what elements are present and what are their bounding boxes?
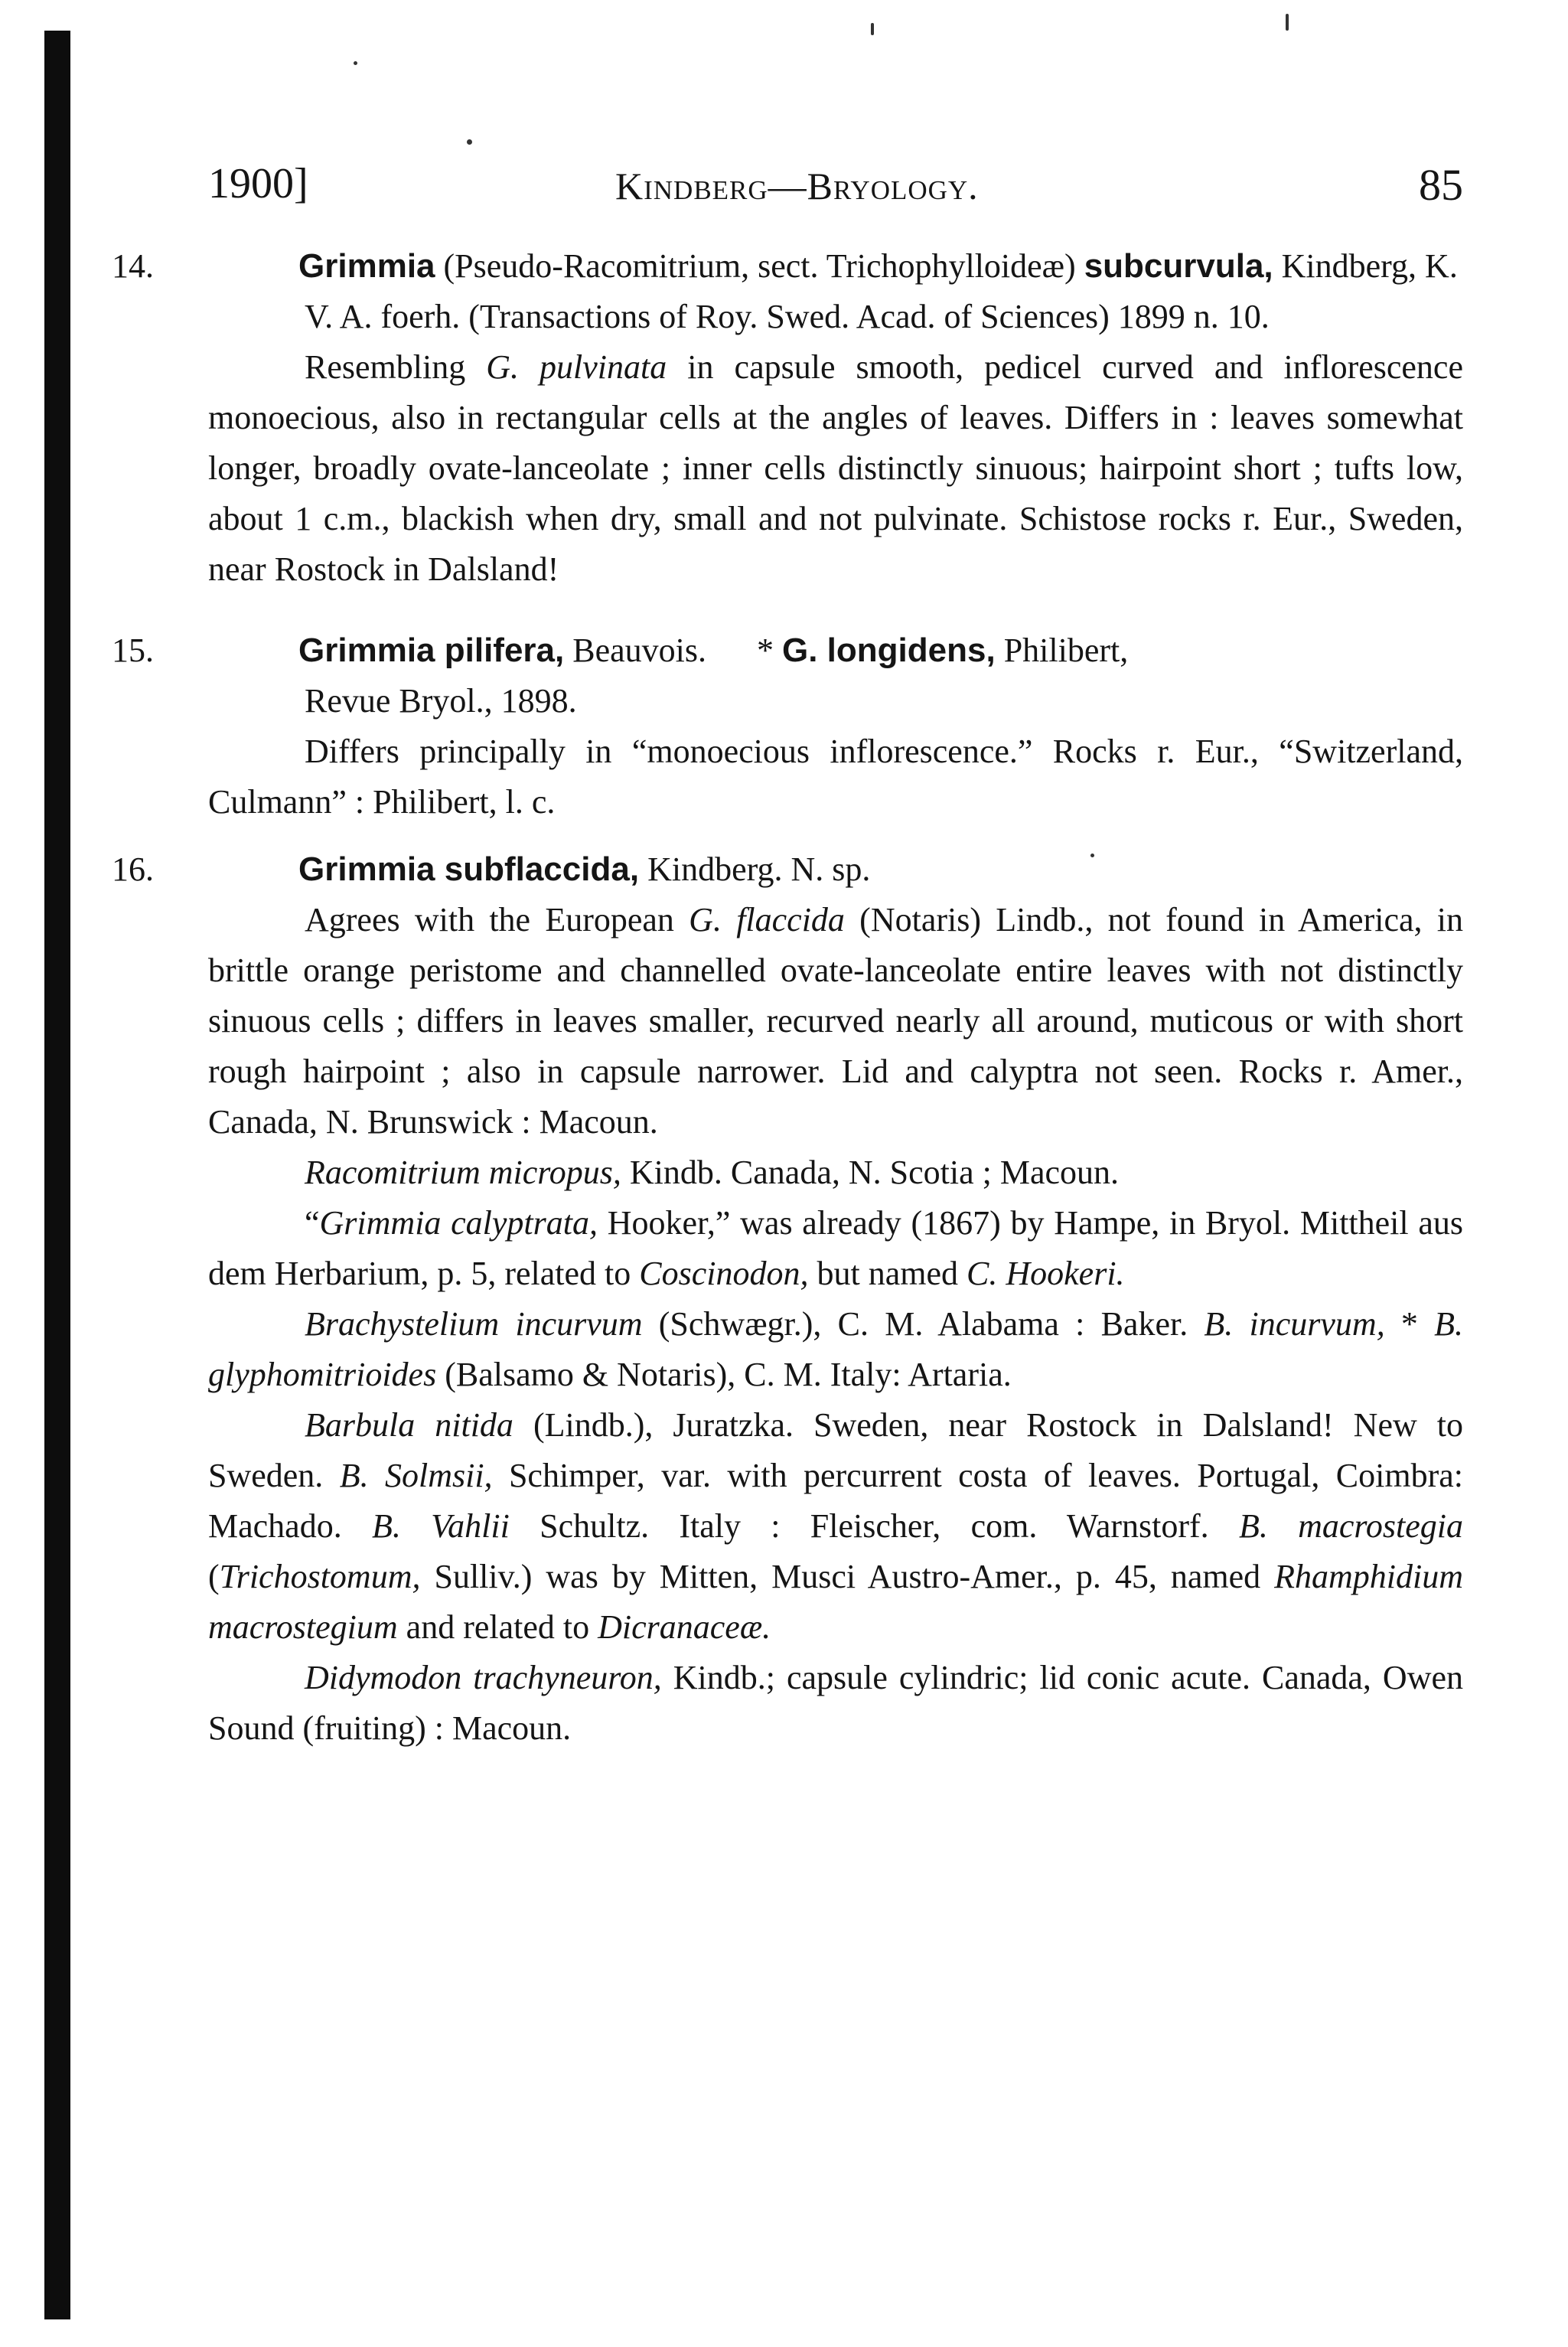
note-text: but named: [808, 1255, 967, 1292]
scan-binding-edge: [44, 31, 70, 2319]
note-text: and related to: [397, 1608, 598, 1646]
scan-speck: [871, 23, 874, 35]
entry-citation: Kindberg, K. V. A. foerh. (Transactions of Roy. Swed. Acad. of Sciences) 1899 n. 10.: [305, 247, 1458, 335]
entry-heading: [112, 844, 1463, 895]
page-body: [112, 241, 1464, 1754]
species-name: Grimmia subflaccida,: [298, 850, 640, 888]
note-text: (Schwægr.), C. M. Alabama : Baker.: [642, 1305, 1205, 1343]
entry-description: [208, 342, 1463, 595]
entry-16: [112, 844, 1463, 1147]
scan-speck: [1286, 14, 1289, 31]
genus-reference: Trichostomum,: [219, 1558, 421, 1595]
subspecies-author: Philibert,: [995, 632, 1129, 669]
note-text: Schimper, var. with percurrent costa of leaves. Portugal, Coimbra: Machado.: [208, 1457, 1463, 1545]
entry-citation: Revue Bryol., 1898.: [305, 682, 577, 720]
species-name: Grimmia: [298, 247, 435, 285]
species-author: Kindberg. N. sp.: [639, 850, 871, 888]
species-reference: Rhamphidium macrostegium: [208, 1558, 1463, 1646]
species-author: Beauvois.: [564, 632, 706, 669]
description-text: in capsule smooth, pedicel curved and inflorescence monoecious, also in rectangular cells at the angles of leaves. Differs in : leaves somewhat longer, broadly ovate-lanceolate ; inner cells distinctly sinuous; hairpoint short ; tufts low, about 1 c.m., blackish when dry, small and not pulvinate. Schistose rocks r. Eur., Sweden, near Rostock in Dalsland!: [208, 348, 1463, 588]
entry-heading: [112, 241, 1463, 342]
species-reference: G. pulvinata: [486, 348, 667, 386]
quote-mark: “: [305, 1204, 320, 1242]
species-reference: B. Vahlii: [372, 1507, 510, 1545]
species-reference: C. Hookeri.: [967, 1255, 1125, 1292]
header-year: 1900]: [208, 160, 308, 207]
entry-heading: [112, 625, 1463, 726]
entry-14: [112, 241, 1463, 595]
description-text: Resembling: [305, 348, 487, 386]
species-reference: Racomitrium micropus,: [305, 1154, 621, 1191]
note-text: Hooker,” was already (1867) by Hampe, in Bryol. Mittheil aus dem Herbarium, p. 5, related to: [208, 1204, 1463, 1292]
note-text: Schultz. Italy : Fleischer, com. Warnstorf.: [509, 1507, 1239, 1545]
entry-number: 16.: [112, 850, 154, 888]
subspecies-name: G. longidens,: [782, 632, 996, 669]
entry-description: [208, 895, 1463, 1147]
entry-15: [112, 625, 1463, 827]
note-barbula: [208, 1400, 1463, 1653]
running-header: [208, 153, 1463, 222]
page-number: 85: [1419, 160, 1463, 210]
note-didymodon: [208, 1653, 1463, 1754]
note-text: (Balsamo & Notaris), C. M. Italy: Artaria.: [436, 1356, 1012, 1393]
note-text: Kindb. Canada, N. Scotia ; Macoun.: [621, 1154, 1120, 1191]
asterisk-mark: *: [757, 632, 782, 669]
species-reference: B. incurvum,: [1204, 1305, 1385, 1343]
entry-number: 15.: [112, 632, 154, 669]
scan-speck: [467, 139, 472, 145]
note-text: Kindb.; capsule cylindric; lid conic acute. Canada, Owen Sound (fruiting) : Macoun.: [208, 1659, 1463, 1747]
entry-section: (Pseudo-Racomitrium, sect. Trichophylloideæ): [435, 247, 1076, 285]
description-text: Agrees with the European: [305, 901, 689, 938]
species-reference: Brachystelium incurvum: [305, 1305, 643, 1343]
family-reference: Dicranaceæ.: [598, 1608, 771, 1646]
entry-description: Differs principally in “monoecious inflorescence.” Rocks r. Eur., “Switzerland, Culmann” : Philibert, l. c.: [208, 733, 1463, 821]
species-reference: B. glyphomitrioides: [208, 1305, 1464, 1393]
asterisk-mark: *: [1384, 1305, 1435, 1343]
note-racomitrium: [208, 1147, 1463, 1198]
species-name: Grimmia pilifera,: [298, 632, 565, 669]
species-reference: Didymodon trachyneuron,: [305, 1659, 662, 1696]
running-title: Kindberg—Bryology.: [615, 165, 979, 207]
species-reference: B. macrostegia: [1238, 1507, 1464, 1545]
note-grimmia-calyptrata: [208, 1198, 1463, 1299]
note-text: (Lindb.), Juratzka. Sweden, near Rostock in Dalsland! New to Sweden.: [208, 1406, 1463, 1494]
species-reference: Grimmia calyptrata,: [319, 1204, 598, 1242]
scan-speck: [354, 61, 357, 65]
note-brachystelium: [208, 1299, 1463, 1400]
species-reference: G. flaccida: [689, 901, 845, 938]
genus-reference: Coscinodon,: [639, 1255, 809, 1292]
species-reference: B. Solmsii,: [339, 1457, 493, 1494]
species-reference: Barbula nitida: [305, 1406, 513, 1444]
note-text: (: [208, 1558, 220, 1595]
entry-number: 14.: [112, 247, 154, 285]
species-epithet: subcurvula,: [1084, 247, 1273, 285]
note-text: Sulliv.) was by Mitten, Musci Austro-Amer., p. 45, named: [420, 1558, 1275, 1595]
description-text: (Notaris) Lindb., not found in America, in brittle orange peristome and channelled ovate-lanceolate entire leaves with not distinctly sinuous cells ; differs in leaves smaller, recurved nearly all around, muticous or with short rough hairpoint ; also in capsule narrower. Lid and calyptra not seen. Rocks r. Amer., Canada, N. Brunswick : Macoun.: [208, 901, 1463, 1141]
